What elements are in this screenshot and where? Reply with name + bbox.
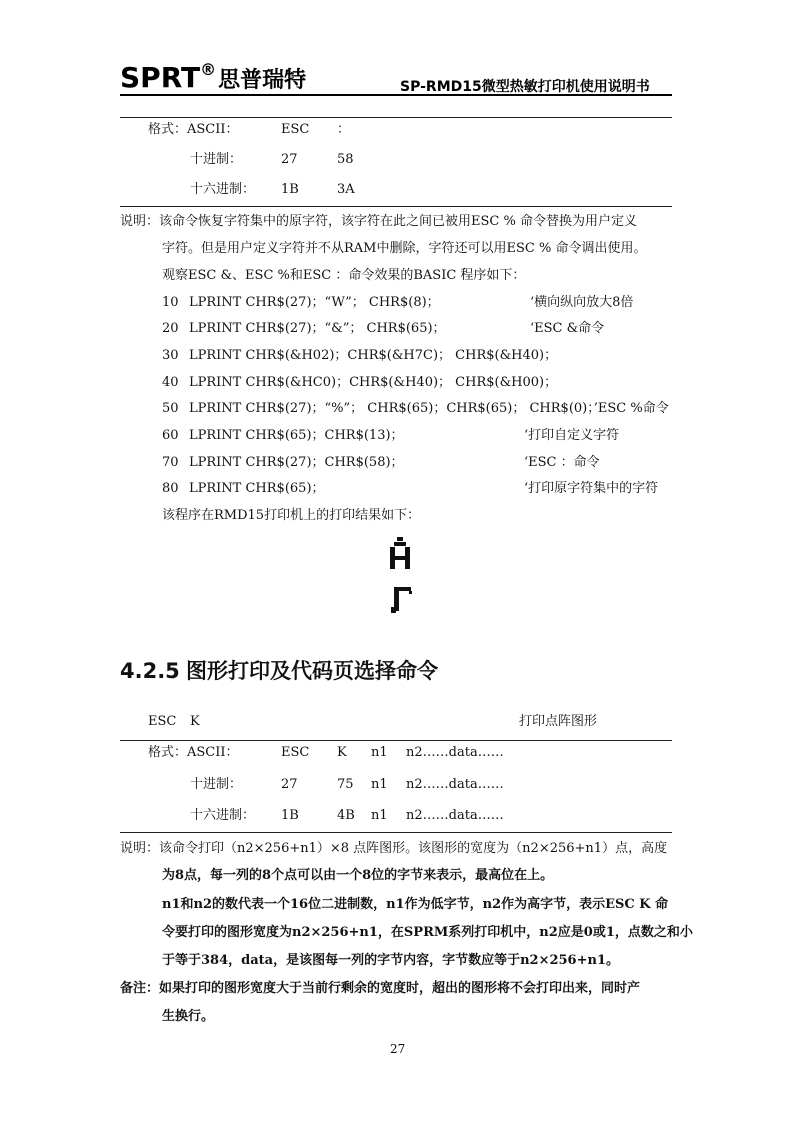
command-name: ESC (148, 714, 177, 729)
format-ascii-cell: ESC (281, 122, 310, 137)
brand-logo (120, 60, 306, 94)
code-line-number: 30 (162, 348, 179, 363)
format-label-ascii: 格式：ASCII： (148, 122, 239, 137)
format-decimal-cell: 27 (281, 152, 298, 167)
code-line-number: 20 (162, 321, 179, 336)
code-line-comment: ‘打印自定义字符 (524, 428, 620, 443)
format-hex-cell: n2……data…… (406, 808, 504, 823)
code-line-number: 80 (162, 481, 179, 496)
code-line-text: LPRINT CHR$(27)；CHR$(58)； (189, 455, 404, 470)
code-line-text: LPRINT CHR$(27)；“W”； CHR$(8)； (189, 295, 440, 310)
brand-name-cn: 思普瑞特 (218, 68, 307, 93)
header-rule (120, 94, 672, 96)
format-label-ascii: 格式：ASCII： (148, 745, 239, 760)
result-intro: 该程序在RMD15打印机上的打印结果如下： (162, 508, 421, 523)
code-line-comment: ‘打印原字符集中的字符 (524, 481, 659, 496)
code-line-text: LPRINT CHR$(&H02)；CHR$(&H7C)； CHR$(&H40)； (189, 348, 558, 363)
note-line: 生换行。 (162, 1009, 215, 1024)
section-heading (120, 655, 438, 685)
code-line-comment: ‘横向纵向放大8倍 (530, 295, 634, 310)
code-line-text: LPRINT CHR$(65)； (189, 481, 325, 496)
format-ascii-cell: ESC (281, 745, 310, 760)
command-name: K (190, 714, 200, 729)
code-line-number: 40 (162, 375, 179, 390)
code-line-text: LPRINT CHR$(&HC0)；CHR$(&H40)； CHR$(&H00)； (189, 375, 558, 390)
format-label-decimal: 十进制： (190, 152, 243, 167)
format-decimal-cell: 58 (337, 152, 354, 167)
description-line: 字符。但是用户定义字符并不从RAM中删除，字符还可以用ESC % 命令调出使用。 (162, 241, 647, 256)
note-line: 备注：如果打印的图形宽度大于当前行剩余的宽度时，超出的图形将不会打印出来，同时产 (120, 981, 641, 996)
format-decimal-cell: 27 (281, 777, 298, 792)
code-line-number: 70 (162, 455, 179, 470)
code-line-number: 60 (162, 428, 179, 443)
code-line-number: 50 (162, 401, 179, 416)
format-table-bottom-rule (120, 832, 672, 833)
format-table-top-rule (120, 117, 672, 118)
code-line-text: LPRINT CHR$(27)；“&”； CHR$(65)； (189, 321, 446, 336)
format-decimal-cell: n2……data…… (406, 777, 504, 792)
registered-mark: ® (200, 60, 217, 79)
code-line-number: 10 (162, 295, 179, 310)
format-table-bottom-rule (120, 206, 672, 207)
code-line-comment: ‘ESC &命令 (530, 321, 605, 336)
description-line: 为8点，每一列的8个点可以由一个8位的字节来表示，最高位在上。 (162, 868, 554, 883)
format-table-top-rule (120, 740, 672, 741)
format-label-decimal: 十进制： (190, 777, 243, 792)
code-line-text: LPRINT CHR$(65)；CHR$(13)； (189, 428, 404, 443)
code-line-comment: ‘ESC ：命令 (524, 455, 600, 470)
page-number: 27 (390, 1042, 406, 1056)
format-decimal-cell: n1 (371, 777, 388, 792)
format-hex-cell: 1B (281, 182, 299, 197)
format-label-hex: 十六进制： (190, 182, 256, 197)
format-ascii-cell: n2……data…… (406, 745, 504, 760)
description-line: 观察ESC &、ESC %和ESC ：命令效果的BASIC 程序如下： (162, 268, 526, 283)
description-line: 令要打印的图形宽度为n2×256+n1，在SPRM系列打印机中，n2应是0或1，点数之和小 (162, 925, 693, 940)
format-hex-cell: 1B (281, 808, 299, 823)
description-line: 于等于384，data，是该图每一列的字节内容，字节数应等于n2×256+n1。 (162, 953, 619, 968)
format-hex-cell: n1 (371, 808, 388, 823)
format-hex-cell: 3A (337, 182, 355, 197)
format-decimal-cell: 75 (337, 777, 354, 792)
command-description: 打印点阵图形 (519, 714, 598, 729)
format-ascii-cell: n1 (371, 745, 388, 760)
printed-result-glyphs (388, 537, 416, 617)
section-title: 图形打印及代码页选择命令 (186, 659, 438, 683)
format-hex-cell: 4B (337, 808, 355, 823)
section-number: 4.2.5 (120, 659, 180, 683)
code-line-text: LPRINT CHR$(27)；“%”； CHR$(65)；CHR$(65)； CHR$(0)；’ESC %命令 (189, 401, 669, 416)
format-label-hex: 十六进制： (190, 808, 256, 823)
format-ascii-cell: ： (337, 122, 351, 137)
printed-custom-glyph-icon (391, 587, 412, 613)
description-line: 说明：该命令打印（n2×256+n1）×8 点阵图形。该图形的宽度为（n2×256+n1）点，高度 (120, 841, 668, 856)
description-line: 说明：该命令恢复字符集中的原字符，该字符在此之间已被用ESC % 命令替换为用户定义 (120, 214, 637, 229)
description-line: n1和n2的数代表一个16位二进制数，n1作为低字节，n2作为高字节，表示ESC K 命 (162, 897, 669, 912)
document-title: SP-RMD15微型热敏打印机使用说明书 (400, 79, 650, 95)
printed-a-glyph-icon (390, 537, 410, 569)
format-ascii-cell: K (337, 745, 347, 760)
brand-name: SPRT (120, 61, 201, 94)
